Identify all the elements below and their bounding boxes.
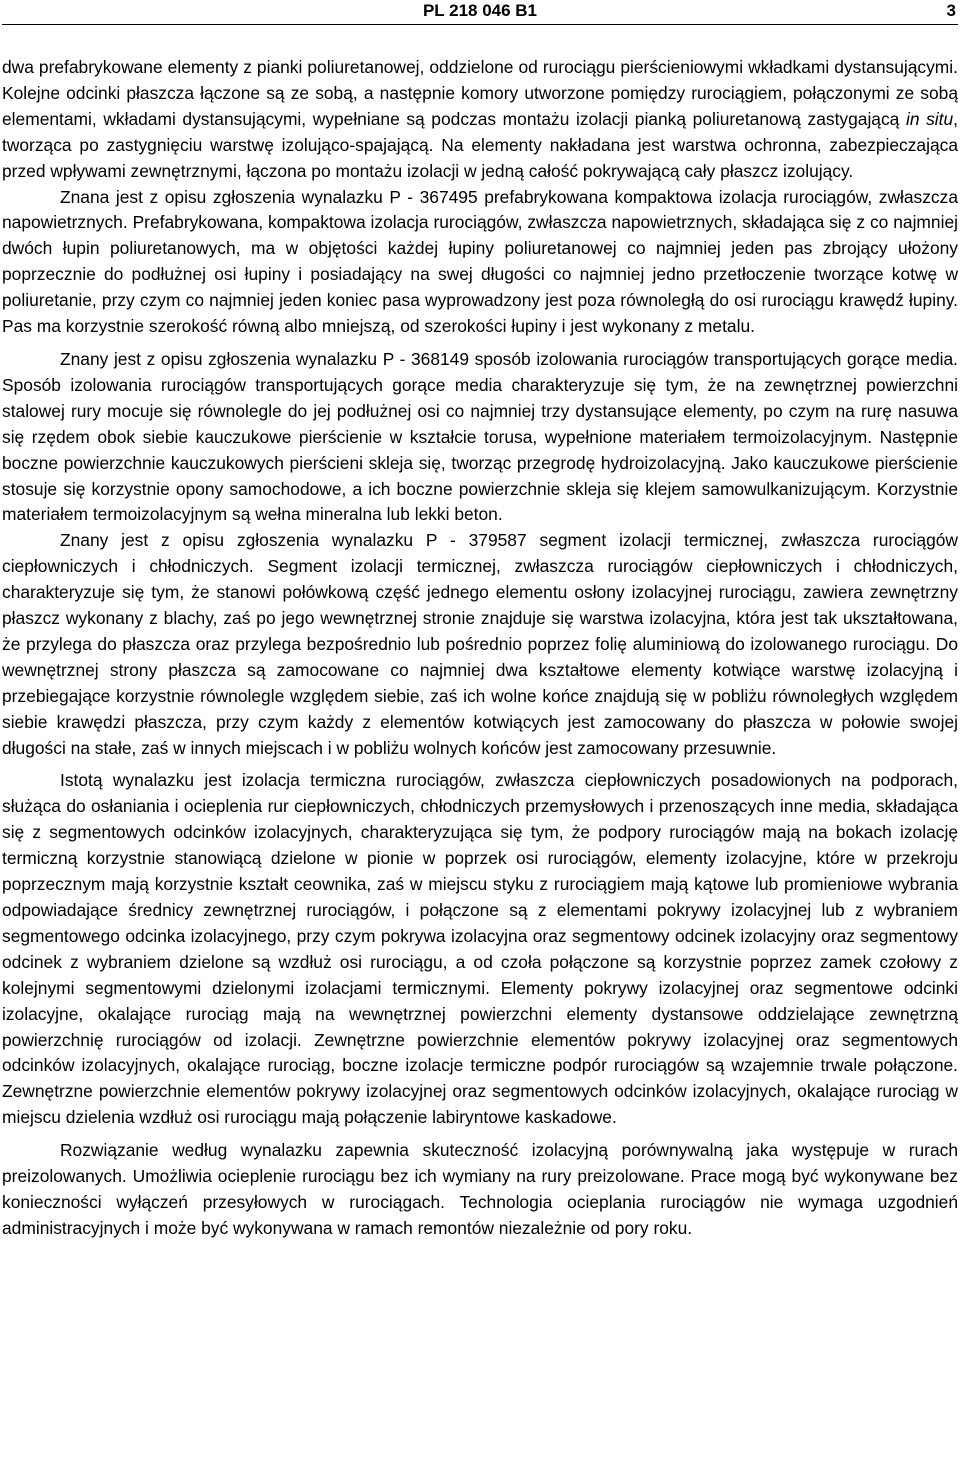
paragraph-1 <box>2 55 958 185</box>
page-header <box>0 0 960 28</box>
paragraph-1-text-a: dwa prefabrykowane elementy z pianki poliuretanowej, oddzielone od rurociągu pierścieniowymi wkładkami dystansującymi. Kolejne odcinki płaszcza łączone są ze sobą, a następnie komory utworzone pomiędzy rurociągiem, połączonymi ze sobą elementami, wkładami dystansującymi, wypełniane są podczas montażu izolacji pianką poliuretanową zastygającą <box>2 57 958 129</box>
paragraph-4: Znany jest z opisu zgłoszenia wynalazku P - 379587 segment izolacji termicznej, zwłaszcza rurociągów ciepłowniczych i chłodniczych. Segment izolacji termicznej, zwłaszcza rurociągów ciepłowniczych i chłodniczych, charakteryzuje się tym, że stanowi połówkową część jednego elementu osłony izolacyjnej rurociągu, zawiera zewnętrzny płaszcz wykonany z blachy, zaś po jego wewnętrznej stronie znajduje się warstwa izolacyjna, która jest tak ukształtowana, że przylega do płaszcza oraz przylega bezpośrednio lub pośrednio poprzez folię aluminiową do izolowanego rurociągu. Do wewnętrznej strony płaszcza są zamocowane co najmniej dwa kształtowe elementy kotwiące warstwę izolacyjną i przebiegające korzystnie równolegle względem siebie, zaś ich wolne końce znajdują się w pobliżu równoległych względem siebie krawędzi płaszcza, przy czym każdy z elementów kotwiących jest zamocowany do płaszcza w połowie swojej długości na stałe, zaś w innych miejscach i w pobliżu wolnych końców jest zamocowany przesuwnie. <box>2 530 958 758</box>
document-body <box>2 55 958 1242</box>
paragraph-6: Rozwiązanie według wynalazku zapewnia skuteczność izolacyjną porównywalną jaka występuje w rurach preizolowanych. Umożliwia ocieplenie rurociągu bez ich wymiany na rury preizolowane. Prace mogą być wykonywane bez konieczności wyłączeń przesyłowych w rurociągach. Technologia ocieplania rurociągów nie wymaga uzgodnień administracyjnych i może być wykonywana w ramach remontów niezależnie od pory roku. <box>2 1140 958 1238</box>
paragraph-1-italic-in-situ: in situ <box>905 108 954 129</box>
patent-number: PL 218 046 B1 <box>422 1 538 20</box>
header-divider <box>2 24 958 25</box>
paragraph-2: Znana jest z opisu zgłoszenia wynalazku P - 367495 prefabrykowana kompaktowa izolacja rurociągów, zwłaszcza napowietrznych. Prefabrykowana, kompaktowa izolacja rurociągów, zwłaszcza napowietrznych, składająca się z co najmniej dwóch łupin poliuretanowych, ma w objętości każdej łupiny poliuretanowej co najmniej jeden pas zbrojący ułożony poprzecznie do podłużnej osi łupiny i posiadający na swej długości co najmniej jedno przetłoczenie tworzące kotwę w poliuretanie, przy czym co najmniej jeden koniec pasa wyprowadzony jest poza równoległą do osi rurociągu krawędź łupiny. Pas ma korzystnie szerokość równą albo mniejszą, od szerokości łupiny i jest wykonany z metalu. <box>2 186 958 337</box>
paragraph-1-text-b: , tworząca po zastygnięciu warstwę izolująco-spajającą. Na elementy nakładana jest warstwa ochronna, zabezpieczająca przed wpływami zewnętrznymi, łączona po montażu izolacji w jedną całość pokrywającą cały płaszcz izolujący. <box>2 108 958 181</box>
paragraph-3: Znany jest z opisu zgłoszenia wynalazku P - 368149 sposób izolowania rurociągów transportujących gorące media. Sposób izolowania rurociągów transportujących gorące media charakteryzuje się tym, że na zewnętrznej powierzchni stalowej rury mocuje się równolegle do jej podłużnej osi co najmniej trzy dystansujące elementy, po czym na rurę nasuwa się rzędem obok siebie kauczukowe pierścienie w kształcie torusa, wypełnione materiałem termoizolacyjnym. Następnie boczne powierzchnie kauczukowych pierścieni skleja się, tworząc przegrodę hydroizolacyjną. Jako kauczukowe pierścienie stosuje się korzystnie opony samochodowe, a ich boczne powierzchnie skleja się klejem samowulkanizującym. Korzystnie materiałem termoizolacyjnym są wełna mineralna lub lekki beton. <box>2 348 958 525</box>
page-number: 3 <box>946 1 956 20</box>
paragraph-5: Istotą wynalazku jest izolacja termiczna rurociągów, zwłaszcza ciepłowniczych posadowionych na podporach, służąca do osłaniania i ocieplenia rur ciepłowniczych, chłodniczych przemysłowych i przenoszących inne media, składająca się z segmentowych odcinków izolacyjnych, charakteryzująca się tym, że podpory rurociągów mają na bokach izolację termiczną korzystnie stanowiącą dzielone w pionie w poprzek osi rurociągów, elementy izolacyjne, które w przekroju poprzecznym mają korzystnie kształt ceownika, zaś w miejscu styku z rurociągiem mają kątowe lub promieniowe wybrania odpowiadające średnicy zewnętrznej rurociągów, i połączone są z elementami pokrywy izolacyjnej lub z wybraniem segmentowego odcinka izolacyjnego, przy czym pokrywa izolacyjna oraz segmentowy odcinek izolacyjny oraz segmentowy odcinek z wybraniem dzielone są wzdłuż osi rurociągu, a od czoła połączone są korzystnie poprzez zamek czołowy z kolejnymi segmentowymi dzielonymi izolacjami termicznymi. Elementy pokrywy izolacyjnej oraz segmentowe odcinki izolacyjne, okalające rurociąg mają na wewnętrznej powierzchni elementy dystansowe oddzielające zewnętrzną powierzchnię rurociągów od izolacji. Zewnętrzne powierzchnie elementów pokrywy izolacyjnej oraz segmentowych odcinków izolacyjnych, okalające rurociąg, boczne izolacje termiczne podpór rurociągów są wzajemnie trwale połączone. Zewnętrzne powierzchnie elementów pokrywy izolacyjnej oraz segmentowych odcinków izolacyjnych, okalające rurociąg w miejscu dzielenia wzdłuż osi rurociągu mają połączenie labiryntowe kaskadowe. <box>2 770 958 1128</box>
